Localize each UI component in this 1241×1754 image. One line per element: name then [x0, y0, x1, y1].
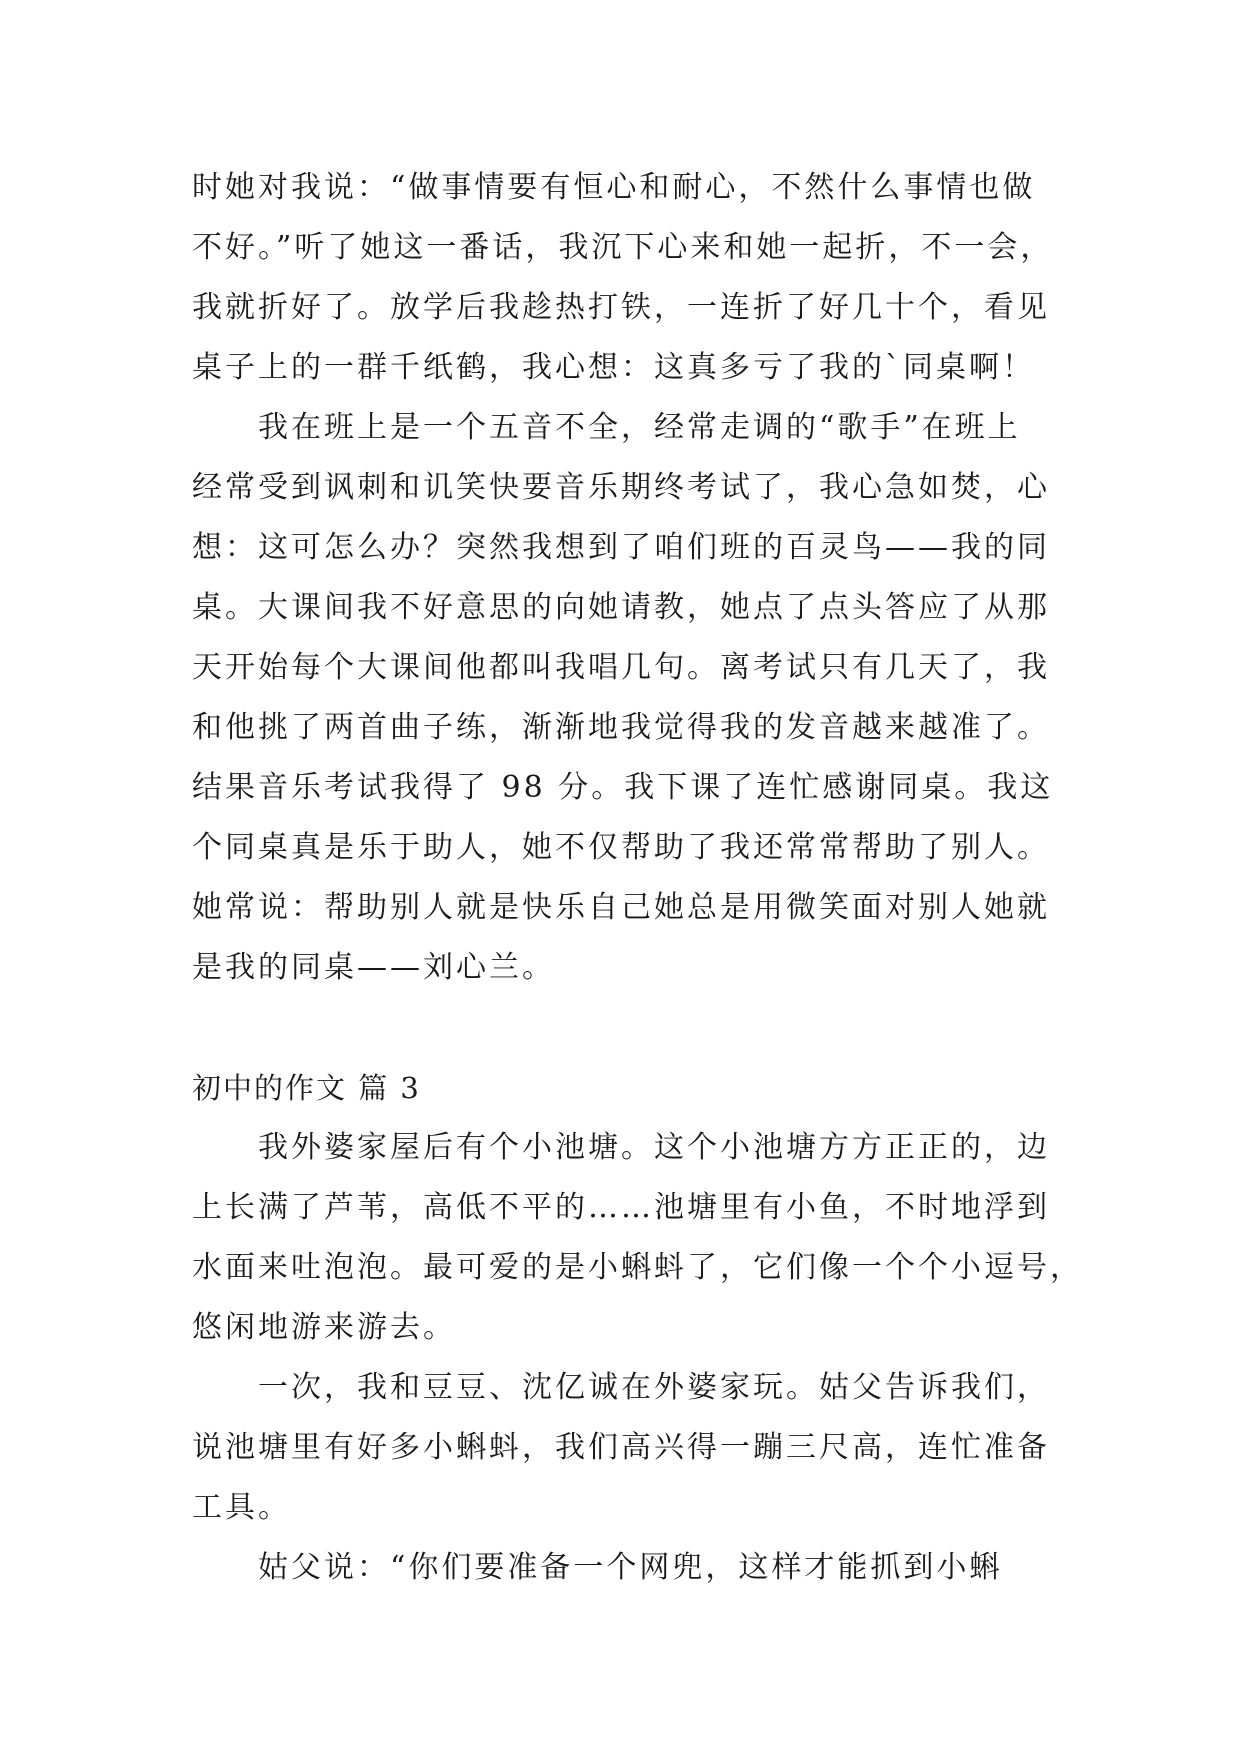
document-body — [192, 158, 1083, 1598]
text-line: 我外婆家屋后有个小池塘。这个小池塘方方正正的，边 — [258, 1130, 1050, 1165]
text-line: 个同桌真是乐于助人，她不仅帮助了我还常常帮助了别人。 — [192, 830, 1050, 865]
text-line: 她常说：帮助别人就是快乐自己她总是用微笑面对别人她就 — [192, 890, 1050, 925]
text-line: 时她对我说：“做事情要有恒心和耐心，不然什么事情也做 — [192, 170, 1036, 205]
paragraph — [192, 1538, 1072, 1598]
text-line: 经常受到讽刺和讥笑快要音乐期终考试了，我心急如焚，心 — [192, 470, 1050, 505]
paragraph — [192, 158, 1072, 398]
text-line: 上长满了芦苇，高低不平的……池塘里有小鱼，不时地浮到 — [192, 1190, 1050, 1225]
text-line: 工具。 — [192, 1490, 291, 1525]
section-heading: 初中的作文 篇 3 — [192, 1071, 421, 1105]
paragraph — [192, 1358, 1072, 1538]
spacer — [192, 998, 1072, 1058]
text-line: 结果音乐考试我得了 98 分。我下课了连忙感谢同桌。我这 — [192, 770, 1054, 805]
text-line: 想：这可怎么办？突然我想到了咱们班的百灵鸟——我的同 — [192, 530, 1050, 565]
paragraph — [192, 1118, 1083, 1358]
text-line: 桌。大课间我不好意思的向她请教，她点了点头答应了从那 — [192, 590, 1050, 625]
text-line: 悠闲地游来游去。 — [192, 1310, 456, 1345]
text-line: 桌子上的一群千纸鹤，我心想：这真多亏了我的`同桌啊！ — [192, 350, 1035, 385]
text-line: 水面来吐泡泡。最可爱的是小蝌蚪了，它们像一个个小逗号， — [192, 1250, 1083, 1285]
text-line: 是我的同桌——刘心兰。 — [192, 950, 555, 985]
text-line: 我就折好了。放学后我趁热打铁，一连折了好几十个，看见 — [192, 290, 1050, 325]
text-line: 说池塘里有好多小蝌蚪，我们高兴得一蹦三尺高，连忙准备 — [192, 1430, 1050, 1465]
text-line: 我在班上是一个五音不全，经常走调的“歌手”在班上 — [258, 410, 1021, 445]
text-line: 和他挑了两首曲子练，渐渐地我觉得我的发音越来越准了。 — [192, 710, 1050, 745]
paragraph — [192, 398, 1072, 998]
text-line: 姑父说：“你们要准备一个网兜，这样才能抓到小蝌 — [258, 1550, 1003, 1585]
text-line: 天开始每个大课间他都叫我唱几句。离考试只有几天了，我 — [192, 650, 1050, 685]
text-line: 不好。”听了她这一番话，我沉下心来和她一起折，不一会， — [192, 230, 1054, 265]
text-line: 一次，我和豆豆、沈亿诚在外婆家玩。姑父告诉我们， — [258, 1370, 1050, 1405]
